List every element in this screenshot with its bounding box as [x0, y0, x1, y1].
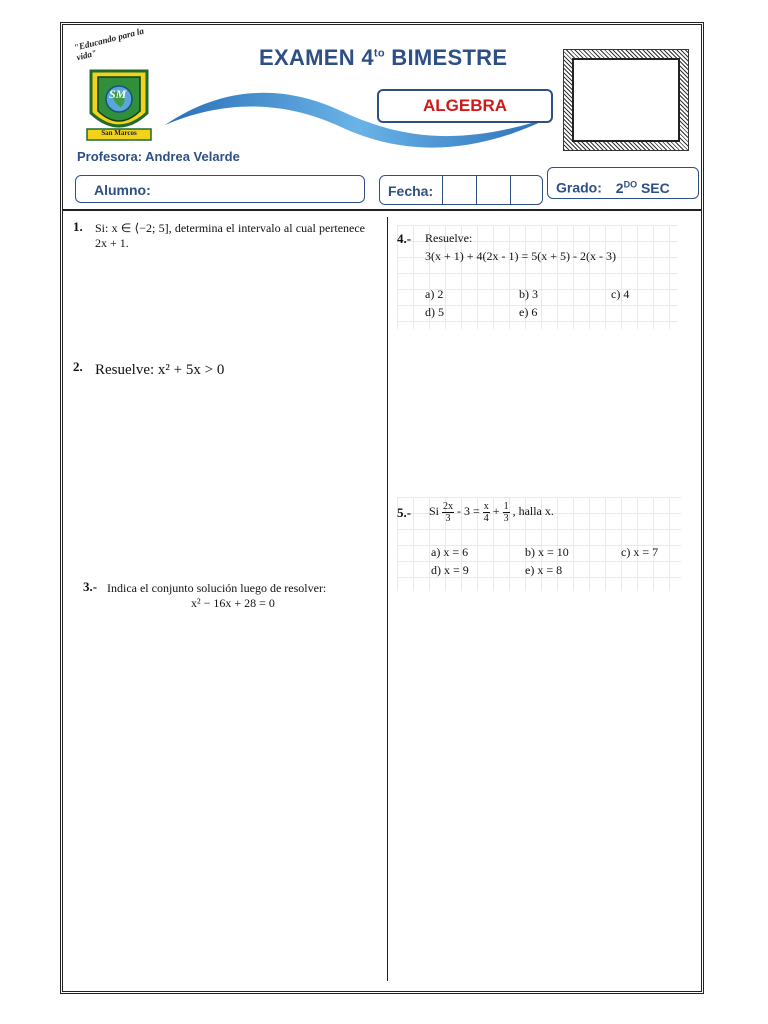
teacher-name: Profesora: Andrea Velarde — [77, 149, 240, 164]
question-4-option-b[interactable]: b) 3 — [519, 287, 538, 301]
date-day-cell[interactable] — [442, 176, 475, 205]
logo-banner: San Marcos — [101, 129, 137, 137]
date-label: Fecha: — [388, 183, 434, 199]
question-5-option-d[interactable]: d) x = 9 — [431, 563, 469, 577]
question-5-fraction-2 — [483, 501, 490, 524]
fraction-2-numerator: x — [483, 500, 489, 512]
question-2-number: 2. — [73, 359, 83, 374]
fraction-2-denominator: 4 — [483, 512, 489, 524]
date-month-cell[interactable] — [476, 176, 509, 205]
question-5-tail: , halla x. — [509, 504, 554, 518]
question-4-option-d[interactable]: d) 5 — [425, 305, 444, 319]
exam-header — [63, 25, 701, 211]
question-1-number: 1. — [73, 219, 83, 234]
fraction-1-denominator: 3 — [445, 512, 451, 524]
question-5 — [397, 497, 681, 591]
subject-label: ALGEBRA — [377, 89, 553, 123]
question-3-text: Indica el conjunto solución luego de resolver: — [107, 581, 327, 595]
question-5-option-c[interactable]: c) x = 7 — [621, 545, 659, 559]
question-5-fraction-3 — [503, 501, 510, 524]
question-4-number: 4.- — [397, 231, 412, 246]
question-5-number: 5.- — [397, 505, 412, 520]
exam-title-rest: BIMESTRE — [384, 45, 508, 70]
question-5-option-e[interactable]: e) x = 8 — [525, 563, 563, 577]
question-4-option-a[interactable]: a) 2 — [425, 287, 444, 301]
logo-motto: "Educando para la vida" — [73, 25, 145, 63]
question-4-equation: 3(x + 1) + 4(2x - 1) = 5(x + 5) - 2(x - 3) — [425, 249, 617, 263]
grade-suffix: SEC — [637, 179, 670, 196]
photo-frame — [572, 58, 680, 142]
exam-page — [60, 22, 704, 994]
fraction-1-numerator: 2x — [443, 500, 454, 512]
question-4-label: Resuelve: — [425, 231, 473, 245]
question-3 — [83, 579, 383, 610]
question-5-plus: + — [489, 504, 503, 518]
column-divider — [387, 217, 388, 981]
fraction-3-denominator: 3 — [503, 512, 509, 524]
question-1 — [73, 219, 373, 250]
fraction-3-numerator: 1 — [503, 500, 509, 512]
student-label: Alumno: — [94, 182, 151, 198]
grade-sup: DO — [623, 179, 638, 189]
question-5-statement — [429, 497, 554, 525]
question-5-option-a[interactable]: a) x = 6 — [431, 545, 469, 559]
question-4 — [397, 225, 677, 329]
question-5-si: Si — [429, 504, 440, 518]
grade-field — [547, 167, 699, 199]
exam-title-main: EXAMEN 4 — [259, 45, 374, 70]
exam-title-sup: to — [373, 47, 385, 60]
question-2 — [73, 359, 373, 378]
date-year-cell[interactable] — [510, 176, 543, 205]
question-5-fraction-1 — [442, 501, 454, 524]
question-4-option-e[interactable]: e) 6 — [519, 305, 538, 319]
exam-title — [259, 45, 507, 71]
question-4-option-c[interactable]: c) 4 — [611, 287, 630, 301]
date-field[interactable] — [379, 175, 543, 205]
logo-initials: SM — [109, 87, 127, 101]
question-5-option-b[interactable]: b) x = 10 — [525, 545, 569, 559]
question-5-minus: - 3 = — [454, 504, 483, 518]
question-2-text: Resuelve: x² + 5x > 0 — [95, 362, 225, 378]
grade-number: 2 — [615, 179, 624, 196]
grade-label: Grado: — [556, 179, 602, 196]
grade-value — [616, 180, 670, 196]
student-name-field[interactable] — [75, 175, 365, 203]
question-1-text: Si: x ∈ ⟨−2; 5], determina el intervalo al cual pertenece 2x + 1. — [95, 221, 365, 250]
photo-box — [563, 49, 689, 151]
question-3-equation: x² − 16x + 28 = 0 — [191, 596, 275, 610]
question-3-number: 3.- — [83, 579, 98, 594]
school-logo — [71, 25, 167, 149]
